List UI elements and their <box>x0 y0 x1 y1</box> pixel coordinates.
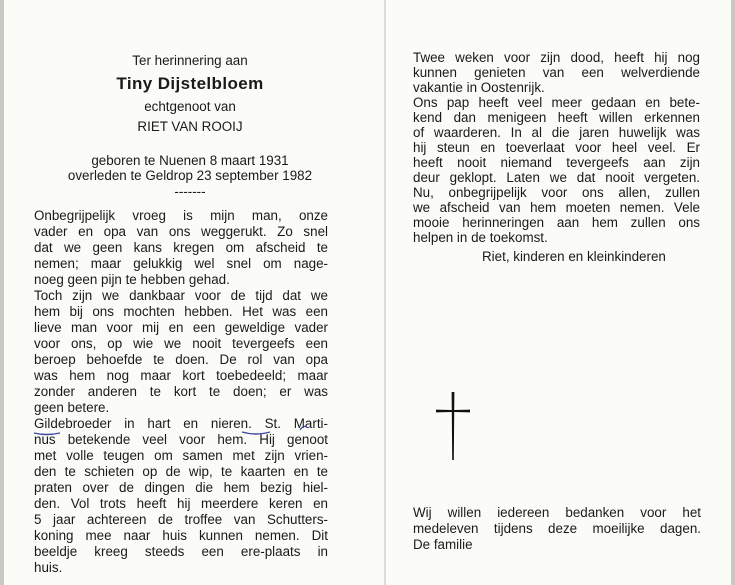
body-line: 5 jaar achtereen de troffee van Schutters- <box>34 512 328 527</box>
pen-underline <box>242 432 270 434</box>
body-line: noeg geen pijn te hebben gehad. <box>34 272 230 287</box>
body-line: Toch zijn we dankbaar voor de tijd dat we <box>34 288 328 303</box>
intro-text: Ter herinnering aan <box>132 53 248 68</box>
body-line: vakantie in Oostenrijk. <box>413 80 545 95</box>
body-line: Nu, onbegrijpelijk voor ons allen, zullen <box>413 185 700 200</box>
body-line: Gildebroeder in hart en nieren. St. Marti- <box>34 416 328 431</box>
body-line: we afscheid van hem moeten nemen. Vele <box>413 200 700 215</box>
thanks-line: medeleven tijdens deze moeilijke dagen. <box>413 521 701 536</box>
body-line: den. Vol trots heeft hij meerdere keren en <box>34 496 328 511</box>
body-line: heeft nooit niemand tevergeefs aan zijn <box>413 155 700 170</box>
body-line: nemen; maar gelukkig wel snel om nage- <box>34 256 328 271</box>
thanks-line: Wij willen iedereen bedanken voor het <box>413 505 701 520</box>
pen-mark <box>300 426 308 430</box>
body-line: helpen in de toekomst. <box>413 230 548 245</box>
relation-text: echtgenoot van <box>144 99 236 114</box>
body-line: met volle teugen om samen met zijn vrien- <box>34 448 328 463</box>
body-line: kend dan menigeen heeft willen erkennen <box>413 110 700 125</box>
birth-line: geboren te Nuenen 8 maart 1931 <box>91 153 289 168</box>
body-line: Ons pap heeft veel meer gedaan en bete- <box>413 95 700 110</box>
body-line: vader en opa van ons weggerukt. Zo snel <box>34 224 328 239</box>
body-line: hij steun en toeverlaat voor heel veel. Er <box>413 140 700 155</box>
signature-line: Riet, kinderen en kleinkinderen <box>482 249 666 264</box>
body-line: den te schieten op de wip, te kaarten en te <box>34 464 328 479</box>
death-line: overleden te Geldrop 23 september 1982 <box>67 168 313 183</box>
body-line: Onbegrijpelijk vroeg is mijn man, onze <box>34 208 328 223</box>
card-fold <box>384 0 386 585</box>
closing-text: De familie <box>413 537 473 552</box>
body-line: beroep behoefde te doen. De rol van opa <box>34 352 328 367</box>
body-line: was hem nog maar kort toebedeeld; maar <box>34 368 328 383</box>
cross-icon <box>433 392 473 462</box>
body-line: mooie herinneringen aan hem zullen ons <box>413 215 700 230</box>
body-line: nus betekende veel voor hem. Hij genoot <box>34 432 328 447</box>
body-line: kunnen genieten van een welverdiende <box>413 65 700 80</box>
pen-underline <box>34 433 60 435</box>
body-line: Twee weken voor zijn dood, heeft hij nog <box>413 50 700 65</box>
body-line: hem bij ons mochten hebben. Het was een <box>34 304 328 319</box>
body-line: zonder anderen te kort te doen; er was <box>34 384 328 399</box>
body-line: deur geklopt. Laten we dat nooit vergeten. <box>413 170 700 185</box>
body-line: of waarderen. In al die jaren huwelijk was <box>413 125 700 140</box>
body-line: huis. <box>34 560 63 575</box>
deceased-name: Tiny Dijstelbloem <box>116 74 264 93</box>
body-line: voor ons, op wie we nooit tevergeefs een <box>34 336 328 351</box>
body-line: lieve man voor mij en een geweldige vader <box>34 320 328 335</box>
separator: ------- <box>174 184 206 199</box>
body-line: geen betere. <box>34 400 110 415</box>
card-edge-right <box>731 0 735 585</box>
body-line: praten over de dingen die hem bezig hiel- <box>34 480 328 495</box>
spouse-name: RIET VAN ROOIJ <box>137 119 243 134</box>
body-line: beeldje kreeg steeds een ere-plaats in <box>34 544 328 559</box>
body-line: dat we geen kans kregen om afscheid te <box>34 240 328 255</box>
body-line: koning mee naar huis kunnen nemen. Dit <box>34 528 328 543</box>
